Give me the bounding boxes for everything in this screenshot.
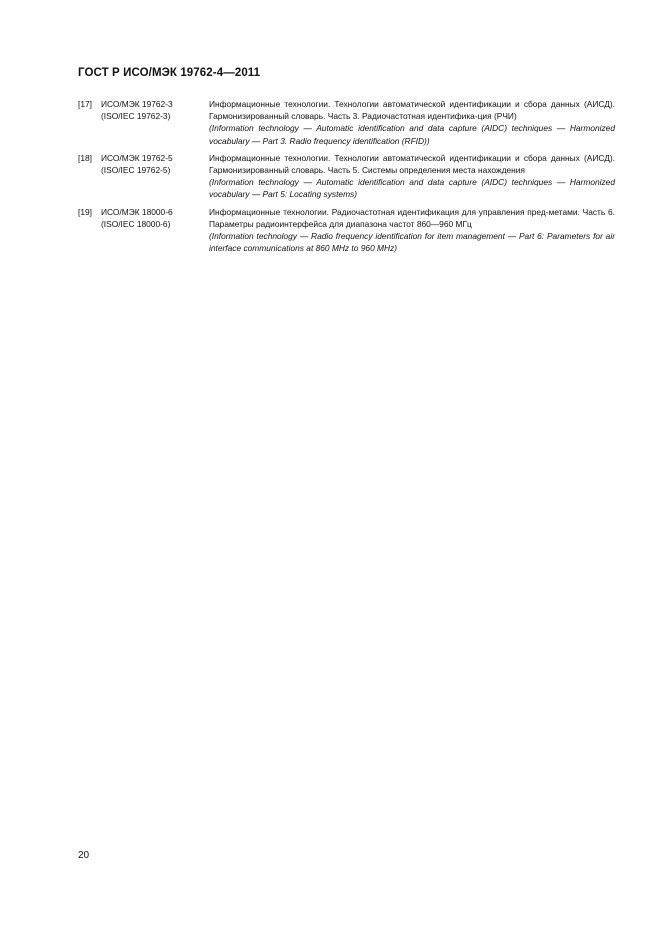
reference-number: [18] — [78, 152, 92, 163]
reference-number: [19] — [78, 206, 92, 217]
standard-designation-international: (ISO/IEC 19762-5) — [101, 165, 171, 176]
page-number: 20 — [78, 850, 90, 861]
reference-number: [17] — [78, 99, 92, 109]
bibliography-description — [209, 206, 615, 255]
bibliography-list — [78, 98, 615, 259]
bibliography-reference — [78, 152, 208, 176]
standard-title-ru: Информационные технологии. Радиочастотная идентификация для управления пред-метами. Часть 6. Параметры радиоинтерфейса для диапазона частот 860—960 МГц — [209, 206, 615, 229]
bibliography-reference — [78, 206, 208, 230]
bibliography-description — [209, 152, 615, 201]
bibliography-entry — [78, 206, 615, 255]
standard-title-en: (Information technology — Radio frequency identification for item management — Part 6: Parameters for air interface communications at 860 MHz to 960 MHz) — [209, 231, 615, 254]
document-header: ГОСТ Р ИСО/МЭК 19762-4—2011 — [78, 67, 261, 79]
standard-designation: ИСО/МЭК 18000-6 — [101, 206, 173, 217]
standard-designation: ИСО/МЭК 19762-3 — [101, 99, 173, 109]
standard-designation-international: (ISO/IEC 19762-3) — [101, 111, 171, 122]
standard-title-en: (Information technology — Automatic identification and data capture (AIDC) techniques — Harmonized vocabulary — Part 3. Radio frequency identification (RFID)) — [209, 123, 615, 146]
standard-designation-international: (ISO/IEC 18000-6) — [101, 218, 171, 229]
bibliography-description — [209, 98, 615, 147]
standard-title-en: (Information technology — Automatic identification and data capture (AIDC) techniques — Harmonized vocabulary — Part 5: Locating systems) — [209, 177, 615, 200]
standard-title-ru: Информационные технологии. Технологии автоматической идентификации и сбора данных (АИСД). Гармонизированный словарь. Часть 5. Системы определения места нахождения — [209, 152, 615, 176]
bibliography-entry — [78, 98, 615, 147]
standard-designation: ИСО/МЭК 19762-5 — [101, 152, 173, 163]
bibliography-reference — [78, 98, 208, 122]
bibliography-entry — [78, 152, 615, 201]
standard-title-ru: Информационные технологии. Технологии автоматической идентификации и сбора данных (АИСД). Гармонизированный словарь. Часть 3. Радиочастотная идентифика-ция (РЧИ) — [209, 99, 615, 122]
